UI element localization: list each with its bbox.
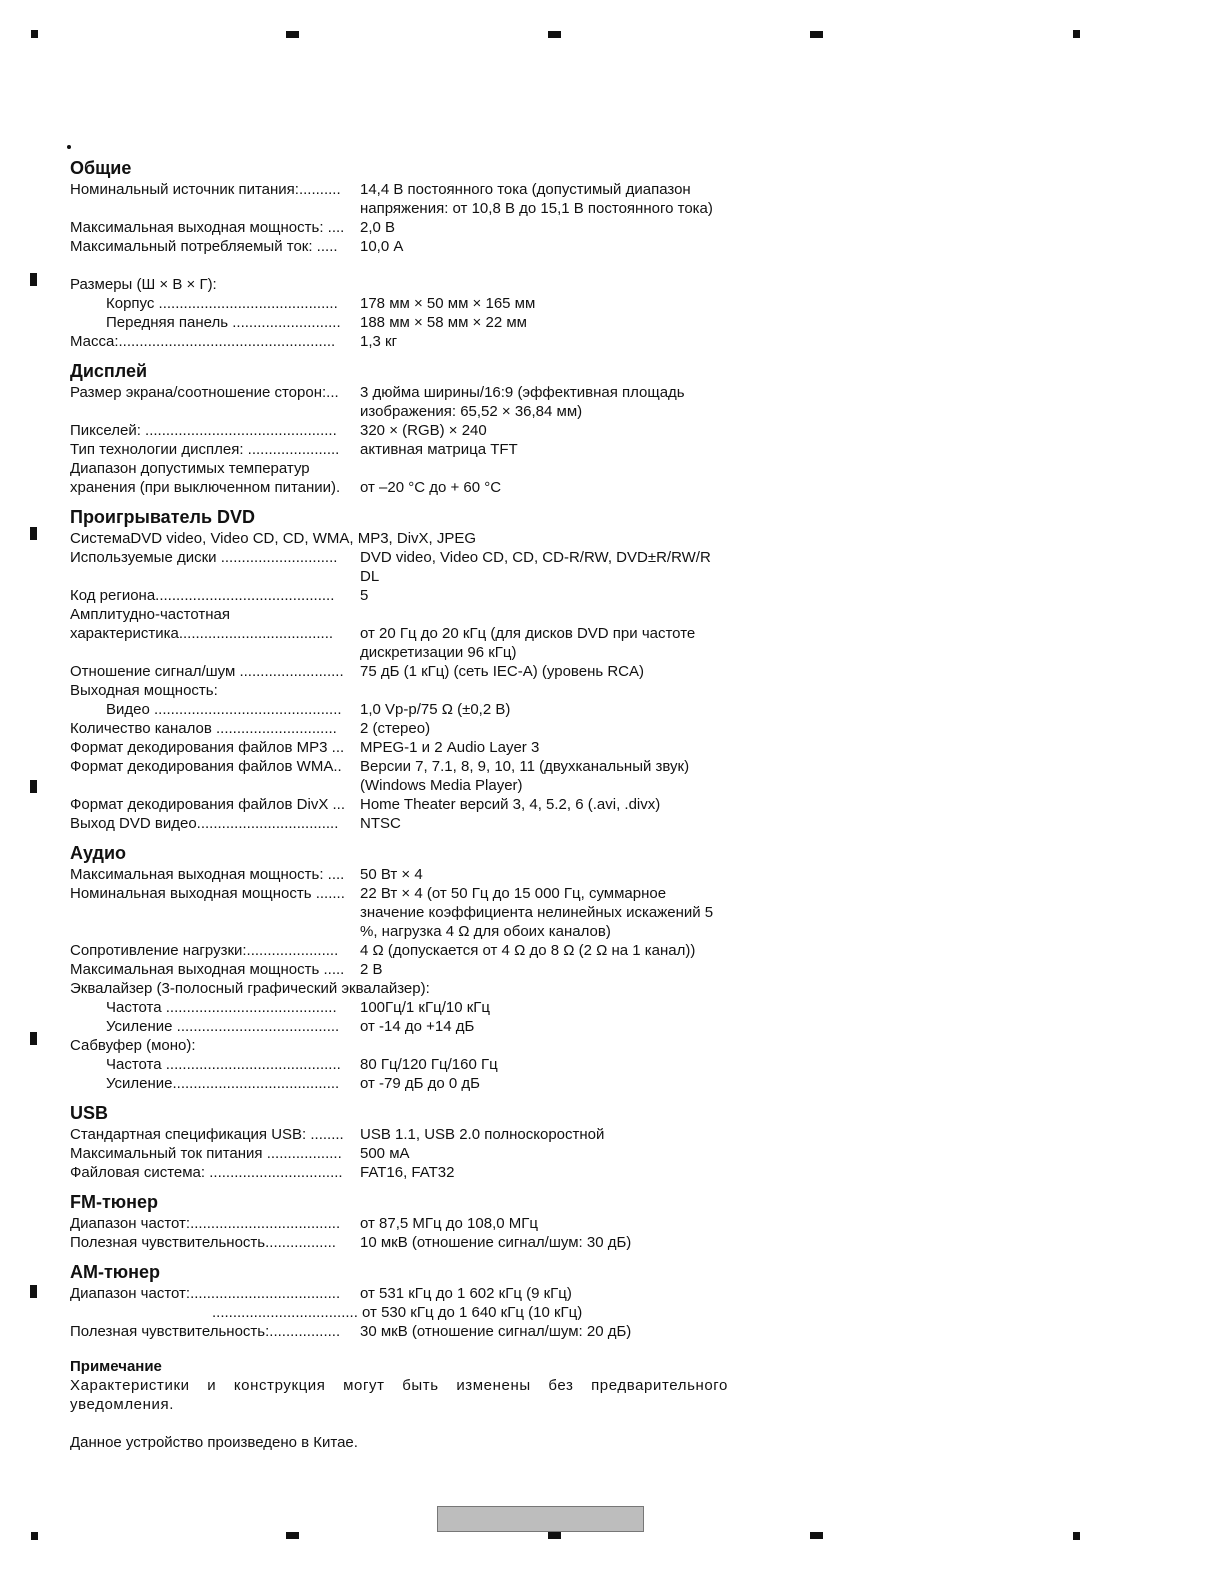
spec-value: 1,3 кг — [360, 333, 398, 350]
registration-mark — [810, 31, 823, 38]
spec-value: DVD video, Video CD, CD, CD-R/RW, DVD±R/RW/R DL — [360, 549, 711, 585]
spec-label: Полезная чувствительность:................. — [70, 1323, 341, 1340]
spec-label: Корпус ........................................... — [106, 295, 338, 312]
spec-value: 2,0 В — [360, 219, 396, 236]
spec-row — [70, 237, 760, 256]
registration-mark — [1073, 30, 1080, 38]
made-in-text: Данное устройство произведено в Китае. — [70, 1434, 358, 1451]
spec-row — [70, 884, 760, 941]
registration-mark — [1073, 1532, 1080, 1540]
spec-row — [70, 624, 760, 662]
registration-mark — [30, 273, 37, 286]
registration-mark — [810, 1532, 823, 1539]
spec-row — [70, 1055, 760, 1074]
spec-label: характеристика..................................... — [70, 625, 334, 642]
spec-row — [70, 1284, 760, 1303]
registration-mark — [30, 1032, 37, 1045]
spec-label: Код региона........................................... — [70, 587, 335, 604]
spec-row — [70, 1074, 760, 1093]
spec-label: Пикселей: .............................................. — [70, 422, 337, 439]
spec-value: NTSC — [360, 815, 401, 832]
section-title-usb: USB — [70, 1103, 109, 1123]
spec-value: от 87,5 МГц до 108,0 МГц — [360, 1215, 538, 1232]
spec-row — [70, 180, 760, 218]
spec-label: Частота ......................................... — [106, 999, 337, 1016]
spec-row — [70, 1322, 760, 1341]
spec-value: 100Гц/1 кГц/10 кГц — [360, 999, 490, 1016]
spec-label: Максимальная выходная мощность: .... — [70, 219, 345, 236]
spec-value: MPEG-1 и 2 Audio Layer 3 — [360, 739, 540, 756]
page-number-box — [437, 1506, 644, 1532]
spec-label: Формат декодирования файлов WMA.. — [70, 758, 342, 775]
spec-row — [70, 218, 760, 237]
spec-label: Количество каналов ............................. — [70, 720, 337, 737]
spec-value: от 20 Гц до 20 кГц (для дисков DVD при частоте дискретизации 96 кГц) — [360, 625, 696, 661]
spec-value: от -14 до +14 дБ — [360, 1018, 475, 1035]
spec-row — [70, 1233, 760, 1252]
spec-value: 10 мкВ (отношение сигнал/шум: 30 дБ) — [360, 1234, 632, 1251]
registration-mark — [30, 780, 37, 793]
spec-row — [70, 332, 760, 351]
spec-value: 188 мм × 58 мм × 22 мм — [360, 314, 527, 331]
spec-label: Формат декодирования файлов DivX ... — [70, 796, 346, 813]
spec-row — [70, 1163, 760, 1182]
spec-row — [70, 795, 760, 814]
spec-label: Диапазон допустимых температур — [70, 460, 310, 477]
registration-mark — [30, 1285, 37, 1298]
spec-label: Тип технологии дисплея: ...................... — [70, 441, 340, 458]
section-title-display: Дисплей — [70, 361, 148, 381]
registration-mark — [286, 31, 299, 38]
spec-label: Используемые диски ............................ — [70, 549, 338, 566]
section-title-fm: FM-тюнер — [70, 1192, 159, 1212]
spec-label: Максимальный ток питания .................. — [70, 1145, 342, 1162]
spec-value: 178 мм × 50 мм × 165 мм — [360, 295, 536, 312]
spec-row — [70, 998, 760, 1017]
spec-row — [70, 440, 760, 459]
spec-value: 5 — [360, 587, 369, 604]
spec-row — [70, 719, 760, 738]
registration-mark — [30, 527, 37, 540]
spec-value: 320 × (RGB) × 240 — [360, 422, 487, 439]
spec-row — [70, 548, 760, 586]
spec-label: Отношение сигнал/шум ......................... — [70, 663, 344, 680]
spec-row — [70, 738, 760, 757]
note-text: Характеристики и конструкция могут быть изменены без предварительного уведомления. — [70, 1377, 728, 1413]
spec-value: 80 Гц/120 Гц/160 Гц — [360, 1056, 498, 1073]
spec-value: ................................... от 530 кГц до 1 640 кГц (10 кГц) — [212, 1304, 583, 1321]
section-title-general: Общие — [70, 158, 132, 178]
spec-value: 30 мкВ (отношение сигнал/шум: 20 дБ) — [360, 1323, 632, 1340]
spec-label: Стандартная спецификация USB: ........ — [70, 1126, 344, 1143]
spec-label: Видео ............................................. — [106, 701, 342, 718]
spec-value: активная матрица TFT — [360, 441, 518, 458]
dimensions-heading: Размеры (Ш × В × Г): — [70, 276, 217, 293]
spec-value: 4 Ω (допускается от 4 Ω до 8 Ω (2 Ω на 1 канал)) — [360, 942, 696, 959]
spec-label: Передняя панель .......................... — [106, 314, 341, 331]
section-title-audio: Аудио — [70, 843, 127, 863]
spec-row — [70, 865, 760, 884]
spec-document — [70, 156, 760, 1452]
spec-value: 2 В — [360, 961, 383, 978]
bullet-dot — [67, 145, 71, 149]
spec-row — [70, 960, 760, 979]
spec-label: Диапазон частот:.................................... — [70, 1285, 341, 1302]
spec-value: 75 дБ (1 кГц) (сеть IEC-A) (уровень RCA) — [360, 663, 645, 680]
spec-row — [70, 383, 760, 421]
spec-label: Частота .......................................... — [106, 1056, 341, 1073]
spec-label: Полезная чувствительность................. — [70, 1234, 336, 1251]
spec-label: Максимальный потребляемый ток: ..... — [70, 238, 338, 255]
spec-value: 50 Вт × 4 — [360, 866, 423, 883]
spec-label: Масса:.................................................... — [70, 333, 336, 350]
spec-label: Файловая система: ................................ — [70, 1164, 343, 1181]
spec-row — [70, 294, 760, 313]
section-title-am: АМ-тюнер — [70, 1262, 161, 1282]
spec-row — [70, 1017, 760, 1036]
spec-label: Формат декодирования файлов MP3 ... — [70, 739, 345, 756]
spec-label: Максимальная выходная мощность ..... — [70, 961, 345, 978]
spec-value: от 531 кГц до 1 602 кГц (9 кГц) — [360, 1285, 572, 1302]
section-title-dvd: Проигрыватель DVD — [70, 507, 256, 527]
spec-subheading: Сабвуфер (моно): — [70, 1037, 196, 1054]
spec-row — [70, 478, 760, 497]
spec-label: Номинальная выходная мощность ....... — [70, 885, 345, 902]
registration-mark — [548, 31, 561, 38]
spec-label: Номинальный источник питания:.......... — [70, 181, 341, 198]
spec-value: 500 мА — [360, 1145, 410, 1162]
spec-label: Амплитудно-частотная — [70, 606, 230, 623]
spec-line: СистемаDVD video, Video CD, CD, WMA, MP3, DivX, JPEG — [70, 530, 477, 547]
note-title: Примечание — [70, 1358, 162, 1375]
spec-row — [70, 1144, 760, 1163]
registration-mark — [31, 1532, 38, 1540]
spec-row — [70, 941, 760, 960]
spec-row — [70, 662, 760, 681]
spec-row — [70, 700, 760, 719]
registration-mark — [31, 30, 38, 38]
spec-label: Сопротивление нагрузки:...................... — [70, 942, 339, 959]
spec-label: Выход DVD видео.................................. — [70, 815, 339, 832]
spec-row — [70, 1125, 760, 1144]
spec-row — [70, 313, 760, 332]
registration-mark — [548, 1532, 561, 1539]
spec-subheading: Выходная мощность: — [70, 682, 218, 699]
spec-value: 1,0 Vp-p/75 Ω (±0,2 В) — [360, 701, 511, 718]
spec-value: 14,4 В постоянного тока (допустимый диапазон напряжения: от 10,8 В до 15,1 В постоянного тока) — [360, 181, 713, 217]
spec-value: USB 1.1, USB 2.0 полноскоростной — [360, 1126, 605, 1143]
spec-label: Диапазон частот:.................................... — [70, 1215, 341, 1232]
spec-label: Размер экрана/соотношение сторон:... — [70, 384, 339, 401]
spec-row — [70, 586, 760, 605]
spec-row — [70, 421, 760, 440]
spec-value: Home Theater версий 3, 4, 5.2, 6 (.avi, .divx) — [360, 796, 661, 813]
spec-row — [70, 814, 760, 833]
spec-value: 3 дюйма ширины/16:9 (эффективная площадь изображения: 65,52 × 36,84 мм) — [360, 384, 685, 420]
spec-value: Версии 7, 7.1, 8, 9, 10, 11 (двухканальный звук) (Windows Media Player) — [360, 758, 690, 794]
spec-label: хранения (при выключенном питании). — [70, 479, 341, 496]
spec-subheading: Эквалайзер (3-полосный графический эквалайзер): — [70, 980, 430, 997]
spec-value: 10,0 А — [360, 238, 404, 255]
spec-label: Усиление ....................................... — [106, 1018, 340, 1035]
spec-value: FAT16, FAT32 — [360, 1164, 455, 1181]
spec-value: 22 Вт × 4 (от 50 Гц до 15 000 Гц, суммарное значение коэффициента нелинейных искажений 5 %, нагрузка 4 Ω для обоих каналов) — [360, 885, 714, 940]
registration-mark — [286, 1532, 299, 1539]
spec-row — [70, 757, 760, 795]
spec-label: Усиление........................................ — [106, 1075, 340, 1092]
spec-row — [70, 1214, 760, 1233]
spec-value: от -79 дБ до 0 дБ — [360, 1075, 481, 1092]
spec-value: от –20 °С до + 60 °С — [360, 479, 502, 496]
spec-value: 2 (стерео) — [360, 720, 431, 737]
spec-label: Максимальная выходная мощность: .... — [70, 866, 345, 883]
